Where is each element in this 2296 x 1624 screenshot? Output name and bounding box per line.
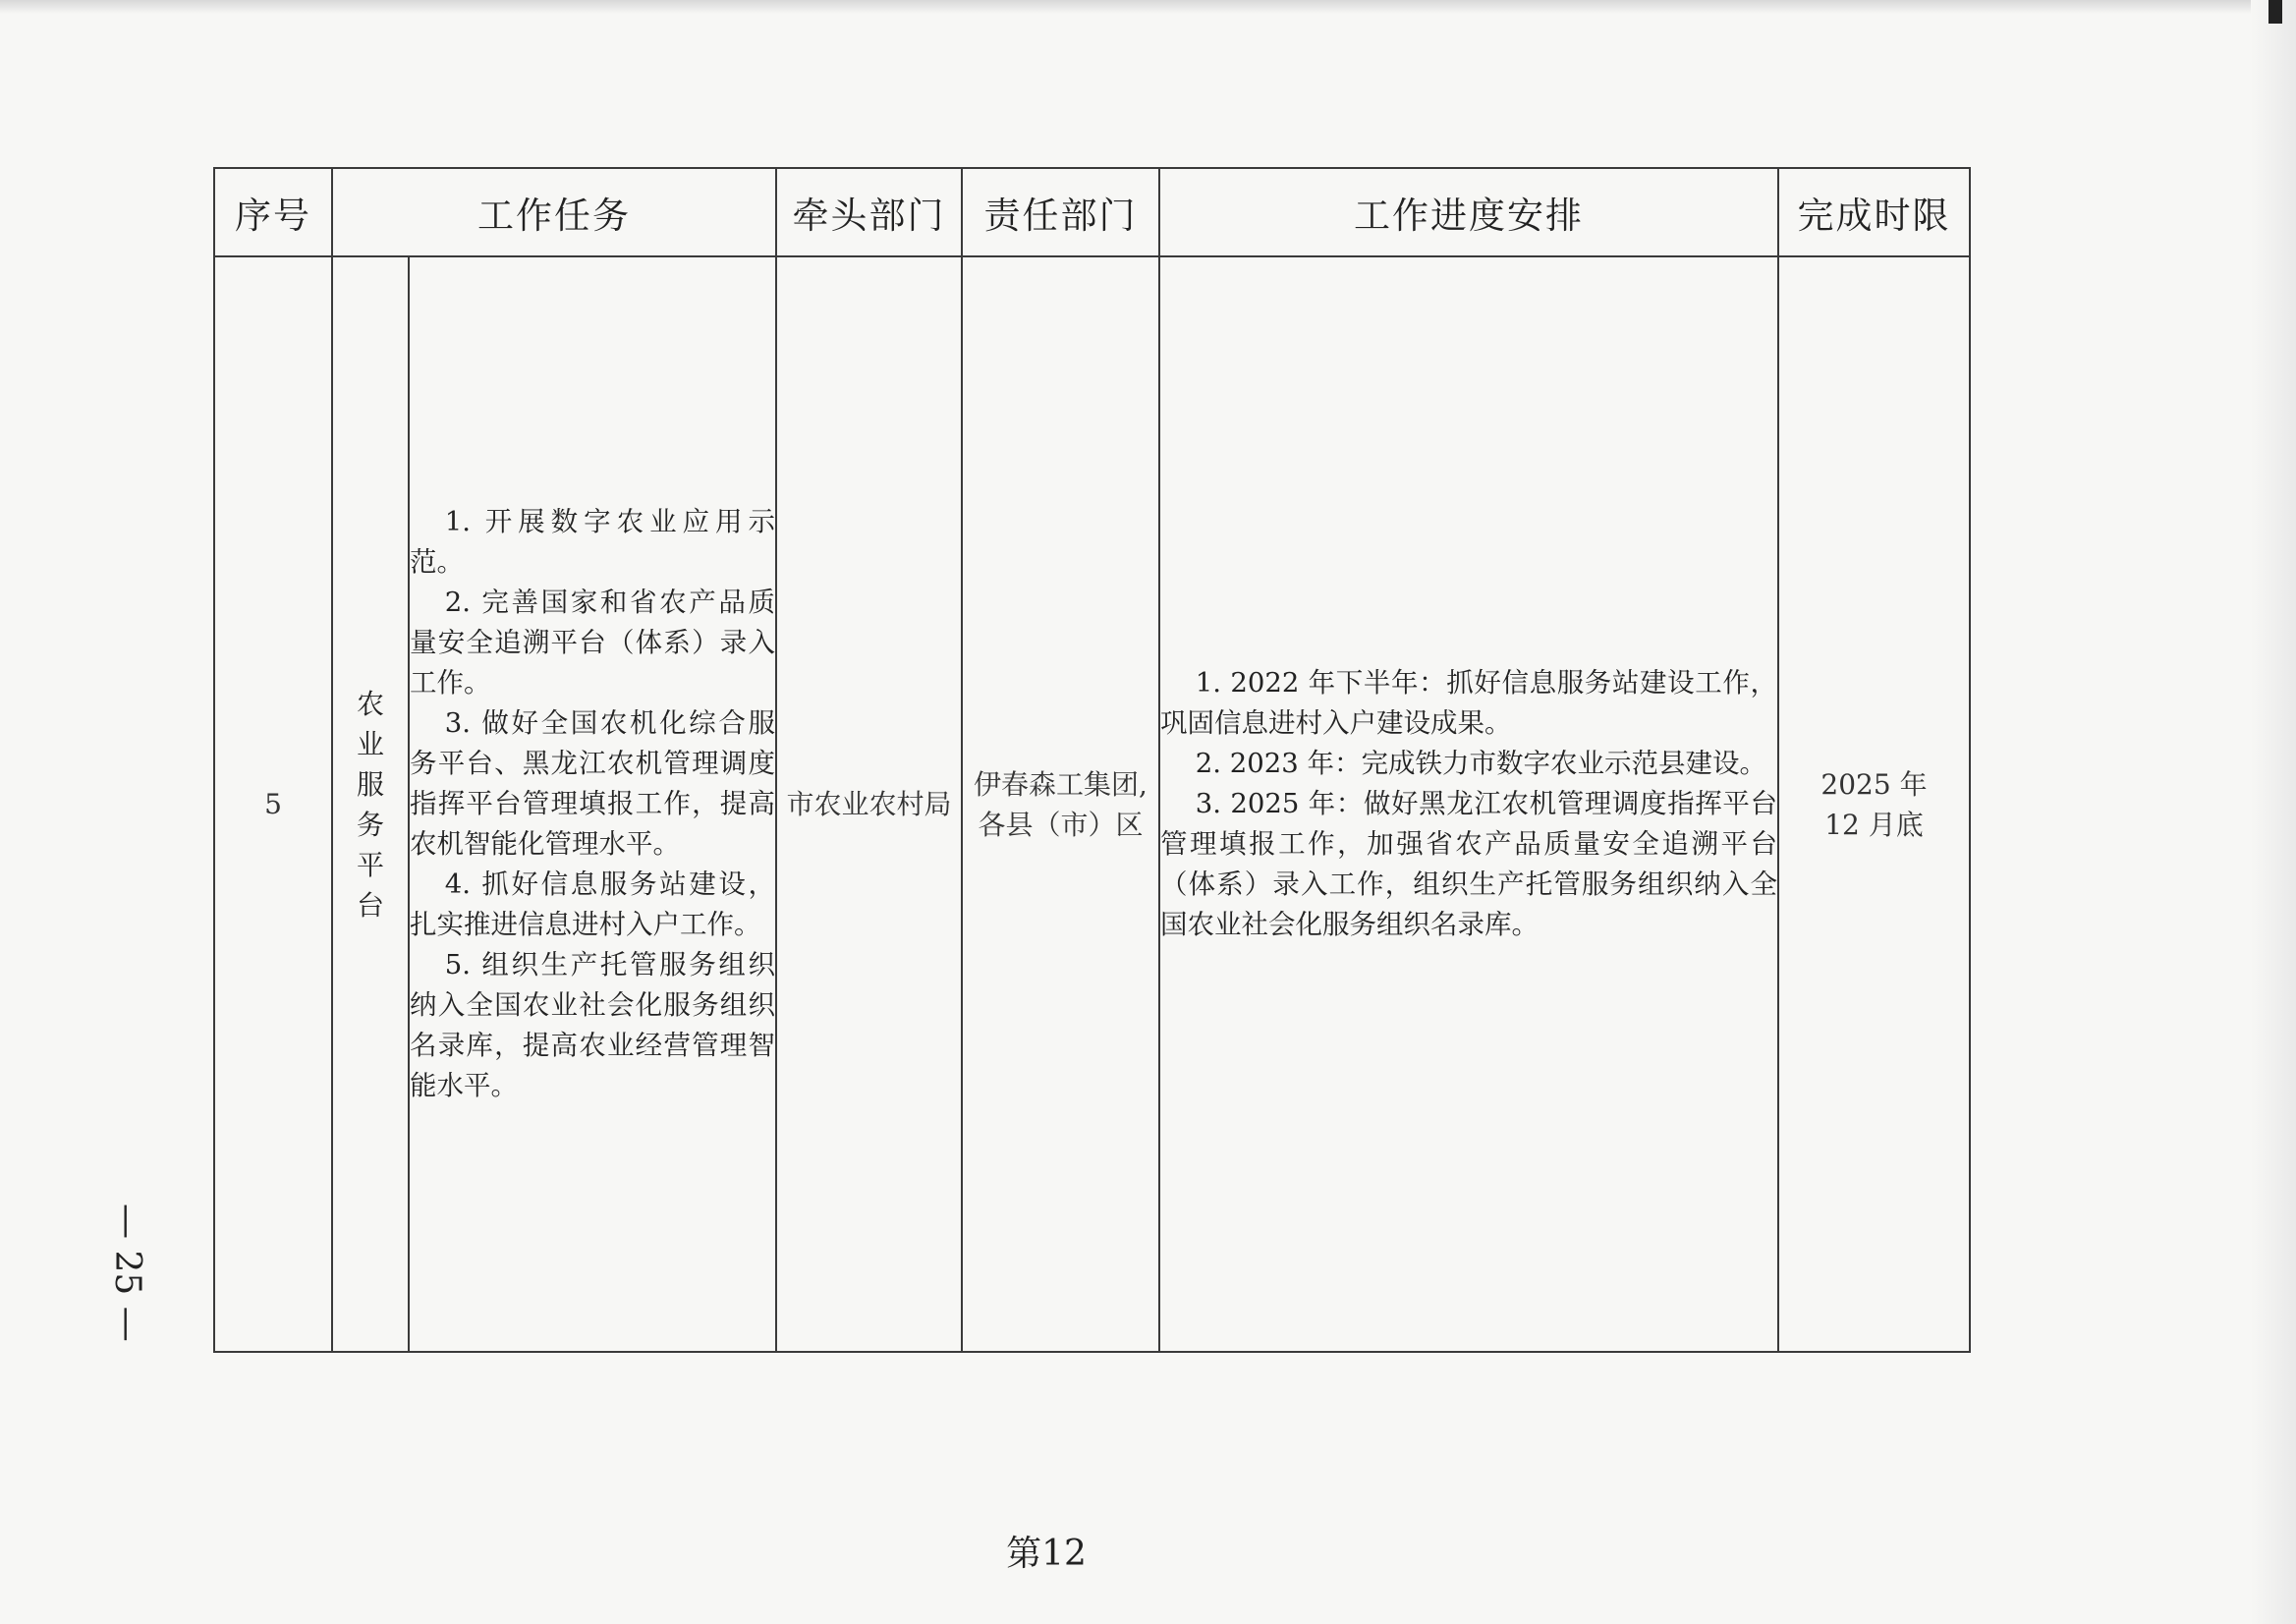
task-item: 2. 完善国家和省农产品质量安全追溯平台（体系）录入工作。 — [410, 587, 775, 699]
work-plan-table — [213, 167, 1971, 1353]
table-header-row — [214, 168, 1970, 256]
side-page-number — [107, 1204, 206, 1361]
row-tasks-cell — [409, 256, 776, 1352]
scan-edge-right — [2251, 0, 2296, 1624]
progress-item: 3. 2025 年：做好黑龙江农机管理调度指挥平台管理填报工作，加强省农产品质量安全追溯平台（体系）录入工作，组织生产托管服务组织纳入全国农业社会化服务组织名录库。 — [1160, 788, 1777, 940]
row-resp-dept-cell — [962, 256, 1159, 1352]
scan-edge-top — [0, 0, 2296, 14]
table-row — [214, 256, 1970, 1352]
deadline-line: 12 月底 — [1824, 808, 1924, 841]
row-number: 5 — [214, 256, 332, 1352]
row-lead-dept: 市农业农村局 — [776, 256, 962, 1352]
task-item: 3. 做好全国农机化综合服务平台、黑龙江农机管理调度指挥平台管理填报工作，提高农机智能化管理水平。 — [410, 707, 775, 860]
row-category-cell — [332, 256, 409, 1352]
progress-item: 1. 2022 年下半年：抓好信息服务站建设工作，巩固信息进村入户建设成果。 — [1160, 667, 1777, 739]
row-deadline-cell — [1778, 256, 1970, 1352]
row-category: 农业服务平台 — [356, 687, 384, 922]
header-progress: 工作进度安排 — [1159, 168, 1778, 256]
row-progress-cell — [1159, 256, 1778, 1352]
bottom-page-number: 第12 — [1006, 1534, 1087, 1574]
header-lead-dept: 牵头部门 — [776, 168, 962, 256]
side-page-number-text: — 25 — — [107, 1204, 147, 1342]
resp-dept-line: 伊春森工集团, — [974, 767, 1148, 801]
header-deadline: 完成时限 — [1778, 168, 1970, 256]
scan-mark — [2268, 0, 2282, 24]
resp-dept-line: 各县（市）区 — [978, 808, 1144, 841]
header-task: 工作任务 — [332, 168, 776, 256]
deadline-line: 2025 年 — [1820, 767, 1928, 801]
progress-item: 2. 2023 年：完成铁力市数字农业示范县建设。 — [1195, 748, 1766, 779]
task-item: 4. 抓好信息服务站建设，扎实推进信息进村入户工作。 — [410, 868, 775, 940]
task-item: 1. 开展数字农业应用示范。 — [410, 506, 775, 578]
header-no: 序号 — [214, 168, 332, 256]
header-resp-dept: 责任部门 — [962, 168, 1159, 256]
task-item: 5. 组织生产托管服务组织纳入全国农业社会化服务组织名录库，提高农业经营管理智能水平。 — [410, 949, 775, 1101]
